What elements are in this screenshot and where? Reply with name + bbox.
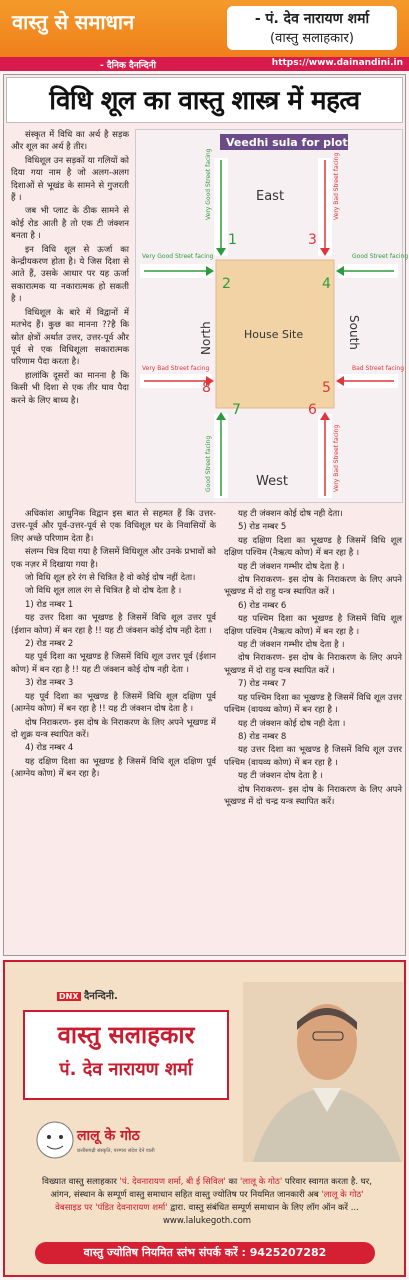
label-very-bad-bottom: Very Bad Street facing: [333, 424, 340, 492]
logo-text: दैनन्दिनी.: [84, 991, 118, 1002]
paragraph: इन विधि शूल से ऊर्जा का केन्द्रीयकरण होता है। ये जिस दिशा से आते हैं, उसके आधार पर यह ऊर्जा सकारात्मक या नकारात्मक हो सकती है ।: [11, 244, 129, 305]
person-icon: [243, 982, 403, 1162]
lalu-logo: [35, 1120, 165, 1168]
road-number-2: 2: [222, 276, 231, 292]
paragraph: दोष निराकरण- इस दोष के निराकरण के लिए अपने भूखण्ड में दो चन्द्र यन्त्र स्थापित करें।: [224, 784, 402, 807]
paragraph: यह टी जंक्शन गम्भीर दोष देता है ।: [238, 561, 345, 572]
paragraph: 5) रोड नम्बर 5: [238, 522, 287, 533]
paragraph: यह दक्षिण दिशा का भूखण्ड है जिसमें विधि शूल दक्षिण पूर्व (आग्नेय कोण) में बन रहा है।: [11, 756, 216, 780]
paragraph: यह दक्षिण दिशा का भूखण्ड है जिसमें विधि शूल दक्षिण पश्चिम (नैऋत्य कोण) में बन रहा है ।: [224, 535, 402, 559]
paragraph: जब भी प्लाट के ठीक सामने से कोई रोड आती है तो एक टी जंक्शन बनता है ।: [11, 206, 129, 242]
paragraph: यह पश्चिम दिशा का भूखण्ड है जिसमें विधि शूल उत्तर पश्चिम (वायव्य कोण) में बन रहा है ।: [224, 692, 402, 716]
direction-north: North: [199, 321, 213, 355]
paragraph: विधिशूल के बारे में विद्वानों में मतभेद हैं। कुछ का मानना ??है कि स्रोत क्षेत्रों अर्थात उत्तर, उत्तर-पूर्व और पूर्व से एक विधिशूला सकारात्मक परिणाम पैदा करता है।: [11, 307, 129, 368]
paragraph: संलग्न चित्र दिया गया है जिसमें विधिशूल और उनके प्रभावों को एक नज़र में दिखाया गया है।: [11, 547, 216, 570]
direction-south: South: [347, 315, 361, 350]
source-url[interactable]: https://www.dainandini.in: [271, 58, 403, 68]
paragraph: 4) रोड नम्बर 4: [25, 743, 74, 754]
ad-title-line1: वास्तु सलाहकार: [57, 1021, 195, 1049]
paragraph: यह पूर्व दिशा का भूखण्ड है जिसमें विधि शूल उत्तर पूर्व (ईशान कोण) में बन रहा है !! यह टी जंक्शन कोई दोष नही देता ।: [11, 652, 216, 675]
label-bad-right: Bad Street facing: [352, 365, 405, 372]
intro-column: [11, 129, 129, 408]
headline: विधि शूल का वास्तु शास्त्र में महत्व: [6, 77, 403, 123]
column-title: वास्तु से समाधान: [12, 10, 135, 34]
logo-mark: DNX: [59, 992, 79, 1001]
house-site-label: House Site: [244, 328, 304, 341]
label-very-good-left: Very Good Street facing: [142, 253, 214, 260]
ad-text: विख्यात वास्तु सलाहकार: [42, 1177, 117, 1187]
paragraph: यह टी जंक्शन गम्भीर दोष देता है ।: [238, 640, 345, 651]
lalu-title: लालू के गोठ: [77, 1128, 140, 1144]
author-box: [227, 6, 397, 50]
paragraph: अधिकांश आधुनिक विद्वान इस बात से सहमत हैं कि उत्तर-उत्तर-पूर्व और पूर्व-उत्तर-पूर्व से एक विधिशूल घर के निवासियों के लिए अच्छे परिणाम देता है।: [11, 509, 216, 544]
paragraph: यह उत्तर दिशा का भूखण्ड है जिसमें विधि शूल उत्तर पश्चिम (वायव्य कोण) में बन रहा है ।: [224, 745, 402, 768]
road-number-3: 3: [308, 232, 317, 248]
ad-contact-bar[interactable]: वास्तु ज्योतिष नियमित स्तंभ संपर्क करें : 9425207282: [35, 1242, 375, 1264]
diagram-svg: [136, 130, 409, 502]
road-number-1: 1: [228, 232, 237, 248]
paragraph: 6) रोड नम्बर 6: [238, 600, 287, 611]
paragraph: 7) रोड नम्बर 7: [238, 679, 287, 690]
page-header: [0, 0, 409, 57]
paragraph: विधिशूल उन सड़कों या गलियों को दिया गया नाम है जो अलग-अलग दिशाओं से भूखंड के सामने से गुजरती हैं ।: [11, 155, 129, 204]
paragraph: यह टी जंक्शन कोई दोष नही देता।: [238, 509, 343, 519]
label-good-right: Good Street facing: [352, 253, 409, 260]
ad-text: परिवार स्वागत करता है. घर, आंगन, संस्थान के सम्पूर्ण वास्तु समाधान सहित वास्तु ज्योतिष पर नियमित जानकारी अब: [50, 1177, 372, 1200]
author-role: (वास्तु सलाहकार): [270, 31, 354, 46]
road-number-7: 7: [232, 402, 241, 418]
paragraph: 2) रोड नम्बर 2: [25, 639, 74, 650]
author-name: - पं. देव नारायण शर्मा: [254, 11, 370, 27]
right-column: [224, 508, 402, 809]
ad-highlight: 'पं. देवनारायण शर्मा, बी ई सिविल': [119, 1177, 226, 1187]
ad-logo: [57, 988, 118, 1002]
ad-title-box: [23, 1010, 229, 1100]
road-number-8: 8: [202, 380, 211, 396]
road-number-6: 6: [308, 402, 317, 418]
source-bar: [0, 57, 409, 71]
ad-title-line2: पं. देव नारायण शर्मा: [59, 1059, 193, 1080]
source-name: - दैनिक दैनन्दिनी: [100, 61, 157, 71]
paragraph: यह उत्तर दिशा का भूखण्ड है जिसमें विधि शूल उत्तर पूर्व (ईशान कोण) में बन रहा है !! यह टी जंक्शन कोई दोष नही देता ।: [11, 613, 216, 636]
paragraph: 3) रोड नम्बर 3: [25, 678, 74, 689]
road-number-4: 4: [322, 276, 331, 292]
ad-highlight: 'लालू के गोठ' वेबसाइड पर 'पंडित देवनारायण शर्मा': [55, 1190, 364, 1213]
direction-east: East: [256, 189, 285, 204]
paragraph: 8) रोड नम्बर 8: [238, 731, 287, 742]
author-photo: [243, 982, 403, 1162]
paragraph: जो विधि शूल लाल रंग से चित्रित है वो दोष देता है ।: [25, 586, 182, 597]
ad-text: द्वारा. वास्तु संबंधित सम्पूर्ण समाधान के लिए लॉग ऑन करें ... www.lalukegoth.com: [162, 1203, 359, 1226]
direction-west: West: [256, 474, 288, 489]
label-very-bad-left: Very Bad Street facing: [142, 365, 210, 372]
paragraph: दोष निराकरण- इस दोष के निराकरण के लिए अपने भूखण्ड में दो शुक्र यन्त्र स्थापित करें।: [11, 717, 216, 740]
diagram-title: Veedhi sula for plot: [226, 136, 348, 149]
paragraph: यह पूर्व दिशा का भूखण्ड है जिसमें विधि शूल दक्षिण पूर्व (आग्नेय कोण) में बन रहा है !! यह टी जंक्शन दोष देता है ।: [11, 691, 216, 715]
ad-highlight: 'लालू के गोठ': [239, 1177, 283, 1187]
paragraph: यह टी जंक्शन दोष देता है ।: [238, 771, 323, 782]
paragraph: यह पश्चिम दिशा का भूखण्ड है जिसमें विधि शूल दक्षिण पश्चिम (नैऋत्य कोण) में बन रहा है ।: [224, 614, 402, 637]
paragraph: दोष निराकरण- इस दोष के निराकरण के लिए अपने भूखण्ड में दो राहु यन्त्र स्थापित करें ।: [224, 653, 402, 676]
road-number-5: 5: [322, 380, 331, 396]
paragraph: संस्कृत में विधि का अर्थ है सड़क और शूल का अर्थ है तीर।: [11, 130, 129, 153]
advertisement[interactable]: [3, 960, 406, 1277]
article: [3, 74, 409, 956]
label-good-bottom: Good Street facing: [205, 435, 212, 492]
label-very-good-top: Very Good Street facing: [205, 148, 212, 220]
label-very-bad-top: Very Bad Street facing: [333, 152, 340, 220]
lalu-face-icon: [35, 1120, 75, 1160]
ad-body: [41, 1176, 373, 1228]
paragraph: दोष निराकरण- इस दोष के निराकरण के लिए अपने भूखण्ड में दो राहु यन्त्र स्थापित करें ।: [224, 575, 402, 598]
paragraph: 1) रोड नम्बर 1: [25, 599, 74, 610]
lalu-subtitle: छत्तीसगढ़ी संस्कृति, परम्परा संदेश देने वाली: [77, 1148, 155, 1154]
paragraph: हालांकि दूसरों का मानना है कि किसी भी दिशा से एक तीर घाव पैदा करने के लिए बाध्य है।: [11, 370, 129, 406]
paragraph: जो विधि शूल हरे रंग से चित्रित है वो कोई दोष नहीं देता।: [25, 573, 196, 584]
veedhi-sula-diagram: [135, 129, 409, 503]
left-column: [11, 508, 216, 782]
ad-text: का: [228, 1177, 238, 1187]
paragraph: यह टी जंक्शन कोई दोष नही देता ।: [238, 718, 346, 729]
